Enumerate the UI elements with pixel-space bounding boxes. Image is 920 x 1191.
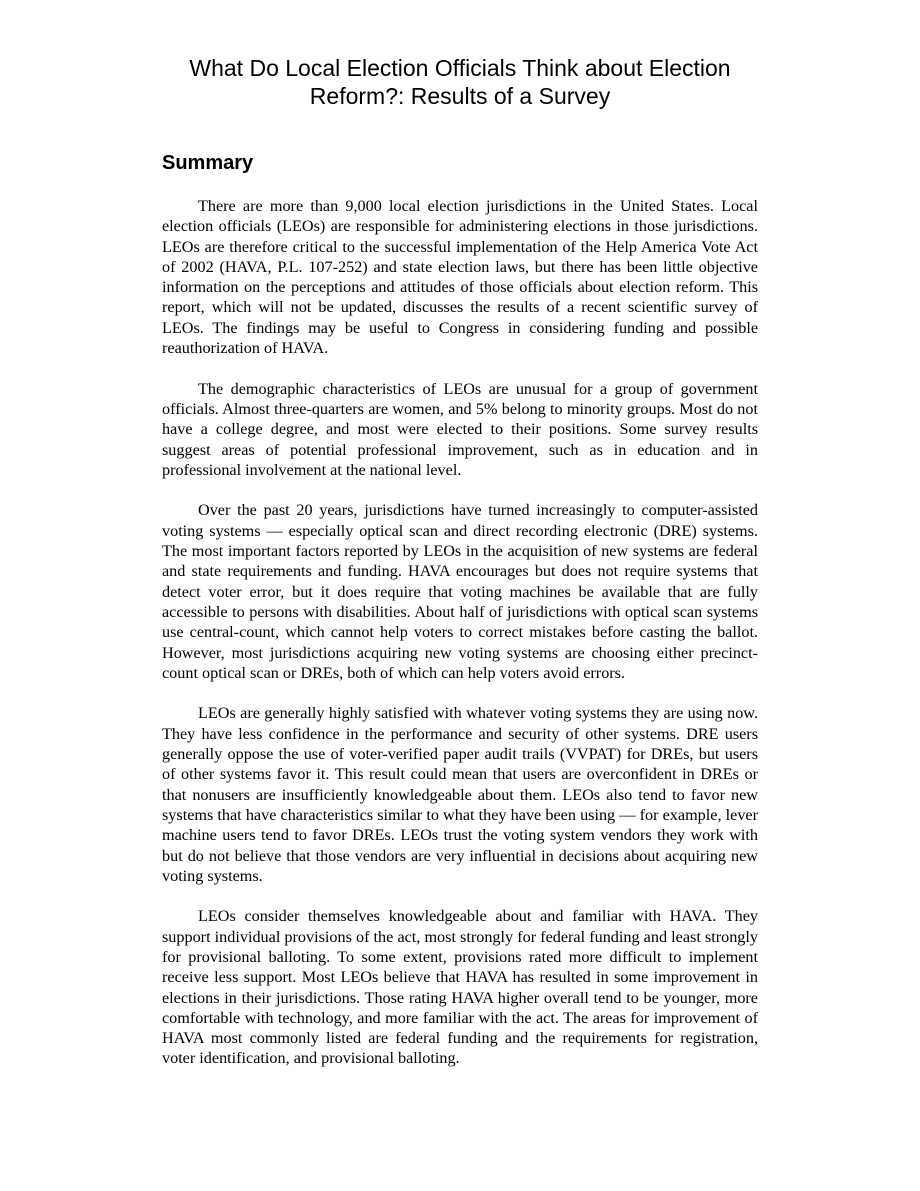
summary-paragraph-1: There are more than 9,000 local election jurisdictions in the United States. Local election officials (LEOs) are responsible for administering elections in those jurisdictions. LEOs are therefore critical to the successful implementation of the Help America Vote Act of 2002 (HAVA, P.L. 107-252) and state election laws, but there has been little objective information on the perceptions and attitudes of those officials about election reform. This report, which will not be updated, discusses the results of a recent scientific survey of LEOs. The findings may be useful to Congress in considering funding and possible reauthorization of HAVA. bbox=[162, 197, 758, 358]
summary-paragraph-3: Over the past 20 years, jurisdictions have turned increasingly to computer-assisted voting systems — especially optical scan and direct recording electronic (DRE) systems. The most important factors reported by LEOs in the acquisition of new systems are federal and state requirements and funding. HAVA encourages but does not require systems that detect voter error, but it does require that voting machines be available that are fully accessible to persons with disabilities. About half of jurisdictions with optical scan systems use central-count, which cannot help voters to correct mistakes before casting the ballot. However, most jurisdictions acquiring new voting systems are choosing either precinct-count optical scan or DREs, both of which can help voters avoid errors. bbox=[162, 501, 758, 682]
summary-paragraph-4: LEOs are generally highly satisfied with whatever voting systems they are using now. They have less confidence in the performance and security of other systems. DRE users generally oppose the use of voter-verified paper audit trails (VVPAT) for DREs, but users of other systems favor it. This result could mean that users are overconfident in DREs or that nonusers are insufficiently knowledgeable about them. LEOs also tend to favor new systems that have characteristics similar to what they have been using — for example, lever machine users tend to favor DREs. LEOs trust the voting system vendors they work with but do not believe that those vendors are very influential in decisions about acquiring new voting systems. bbox=[162, 704, 758, 885]
title-line-2: Reform?: Results of a Survey bbox=[309, 83, 611, 109]
summary-paragraph-5: LEOs consider themselves knowledgeable about and familiar with HAVA. They support individual provisions of the act, most strongly for federal funding and least strongly for provisional balloting. To some extent, provisions rated more difficult to implement receive less support. Most LEOs believe that HAVA has resulted in some improvement in elections in their jurisdictions. Those rating HAVA higher overall tend to be younger, more comfortable with technology, and more familiar with the act. The areas for improvement of HAVA most commonly listed are federal funding and the requirements for registration, voter identification, and provisional balloting. bbox=[162, 907, 758, 1068]
summary-heading: Summary bbox=[162, 152, 254, 174]
title-line-1: What Do Local Election Officials Think about Election bbox=[189, 55, 731, 81]
summary-paragraph-2: The demographic characteristics of LEOs are unusual for a group of government officials. Almost three-quarters are women, and 5% belong to minority groups. Most do not have a college degree, and most were elected to their positions. Some survey results suggest areas of potential professional improvement, such as in education and in professional involvement at the national level. bbox=[162, 379, 758, 479]
document-title bbox=[162, 54, 758, 110]
document-page bbox=[162, 54, 758, 1069]
